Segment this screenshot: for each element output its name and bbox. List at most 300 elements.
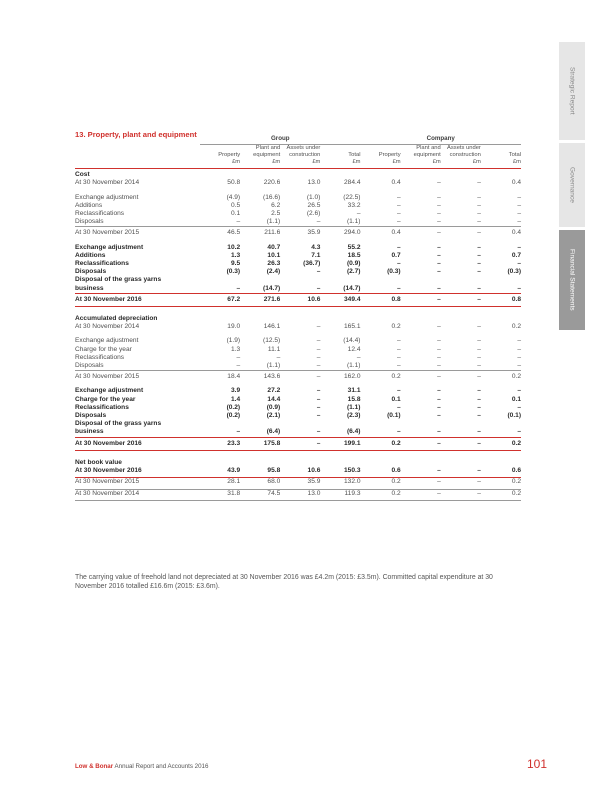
cell-value: – — [437, 201, 441, 209]
cell-value: – — [477, 251, 481, 259]
cell-value: 0.2 — [361, 489, 401, 500]
cell-value: – — [316, 353, 321, 361]
cell-value: – — [477, 193, 481, 201]
cell-value: 50.8 — [227, 179, 241, 187]
cell-value: 0.8 — [361, 293, 401, 306]
cell-value: (36.7) — [303, 260, 321, 268]
cell-value — [361, 169, 401, 180]
cell-value: 0.1 — [230, 210, 241, 218]
cell-value — [200, 313, 240, 323]
cell-value: – — [396, 284, 401, 292]
cell-value: – — [441, 467, 481, 478]
cell-value: 33.2 — [347, 201, 361, 209]
cell-value: – — [396, 218, 401, 226]
row-label: Charge for the year — [75, 345, 132, 353]
cell-value: 0.2 — [481, 371, 521, 382]
cell-value: (6.4) — [346, 428, 361, 436]
footer — [75, 763, 208, 770]
column-header — [361, 145, 401, 160]
column-header-line — [361, 145, 401, 152]
cell-value: 14.4 — [267, 395, 281, 403]
cell-value: – — [437, 403, 441, 411]
cell-value: 349.4 — [320, 293, 360, 306]
table-row — [75, 227, 521, 238]
cell-value: – — [517, 337, 522, 345]
cell-value: 143.6 — [240, 371, 280, 382]
cell-value: (14.7) — [263, 284, 281, 292]
table-row — [75, 346, 521, 354]
cell-value: (2.4) — [266, 268, 281, 276]
cell-value: (0.9) — [346, 260, 361, 268]
cell-value: 0.2 — [361, 371, 401, 382]
cell-value: – — [437, 387, 441, 395]
column-header-line — [200, 145, 240, 152]
table-row — [75, 371, 521, 382]
cell-value: (0.3) — [387, 268, 401, 276]
cell-value: – — [396, 193, 401, 201]
cell-value: – — [236, 362, 241, 370]
cell-value: – — [437, 412, 441, 420]
cell-value: (0.9) — [266, 403, 281, 411]
cell-value — [441, 420, 481, 428]
cell-value — [240, 420, 280, 428]
cell-value: – — [477, 284, 481, 292]
cell-value — [401, 169, 441, 180]
cell-value: 7.1 — [311, 251, 321, 259]
column-header-line: Property — [218, 152, 241, 159]
cell-value: – — [396, 243, 401, 251]
cell-value: – — [280, 437, 320, 450]
column-header-line: Plant and — [416, 145, 441, 152]
cell-value: – — [401, 467, 441, 478]
column-header-line: Assets under — [286, 145, 321, 152]
cell-value: – — [356, 353, 361, 361]
cell-value: – — [401, 437, 441, 450]
row-label: Exchange adjustment — [75, 193, 139, 201]
cell-value: 0.2 — [361, 437, 401, 450]
cell-value: 28.1 — [200, 478, 240, 489]
cell-value — [361, 313, 401, 323]
cell-value: – — [236, 353, 241, 361]
column-header-line: Total — [348, 152, 361, 159]
cell-value: – — [477, 260, 481, 268]
cell-value: – — [437, 284, 441, 292]
cell-value: 0.4 — [481, 227, 521, 238]
cell-value: 43.9 — [200, 467, 240, 478]
cell-value: 55.2 — [347, 243, 361, 251]
cell-value: – — [236, 218, 241, 226]
column-header-line: Total — [508, 152, 522, 159]
cell-value — [200, 420, 240, 428]
row-label: At 30 November 2015 — [75, 371, 200, 382]
cell-value — [441, 169, 481, 180]
cell-value: – — [477, 353, 481, 361]
cell-value: – — [401, 293, 441, 306]
column-unit: £m — [401, 159, 441, 169]
cell-value: – — [276, 353, 281, 361]
cell-value: – — [517, 201, 522, 209]
cell-value: 40.7 — [267, 243, 281, 251]
cell-value: (0.2) — [226, 412, 241, 420]
cell-value: (16.6) — [263, 193, 281, 201]
column-header-row — [75, 145, 521, 160]
table-row — [75, 285, 521, 294]
row-label: At 30 November 2014 — [75, 323, 140, 331]
cell-value: – — [437, 193, 441, 201]
table-row — [75, 252, 521, 260]
table-row — [75, 489, 521, 500]
cell-value: – — [437, 353, 441, 361]
cell-value: 31.1 — [347, 387, 361, 395]
cell-value: 0.7 — [511, 251, 522, 259]
cell-value: 0.7 — [391, 251, 401, 259]
cell-value: – — [477, 218, 481, 226]
row-label: At 30 November 2016 — [75, 437, 200, 450]
cell-value: 46.5 — [200, 227, 240, 238]
row-label: Net book value — [75, 458, 122, 466]
cell-value: 3.9 — [230, 387, 241, 395]
cell-value: – — [441, 293, 481, 306]
cell-value — [401, 457, 441, 467]
footer-text: Annual Report and Accounts 2016 — [113, 763, 209, 770]
cell-value: 0.2 — [361, 478, 401, 489]
column-unit: £m — [320, 159, 360, 169]
cell-value: – — [236, 428, 241, 436]
table-body — [75, 169, 521, 501]
column-header — [401, 145, 441, 160]
cell-value: 26.5 — [307, 201, 321, 209]
cell-value: – — [517, 210, 522, 218]
cell-value: (0.3) — [226, 268, 241, 276]
cell-value — [240, 457, 280, 467]
side-tab-label: Governance — [568, 167, 576, 203]
cell-value: (2.3) — [346, 412, 361, 420]
column-header — [320, 145, 360, 160]
cell-value: – — [401, 489, 441, 500]
cell-value: (0.1) — [387, 412, 401, 420]
cell-value: – — [437, 428, 441, 436]
cell-value: – — [316, 412, 321, 420]
table-row — [75, 313, 521, 323]
table-row — [75, 169, 521, 180]
row-label: Reclassifications — [75, 210, 125, 218]
table-row — [75, 210, 521, 218]
cell-value: – — [396, 428, 401, 436]
row-label: Accumulated depreciation — [75, 315, 158, 323]
cell-value: – — [396, 403, 401, 411]
cell-value: – — [477, 362, 481, 370]
row-label: Additions — [75, 201, 103, 209]
row-label: Reclassifications — [75, 353, 125, 361]
side-tab-financial-statements[interactable] — [559, 230, 585, 330]
cell-value: – — [316, 395, 321, 403]
cell-value: 2.5 — [271, 210, 281, 218]
cell-value: 284.4 — [343, 179, 361, 187]
cell-value: (1.1) — [266, 362, 281, 370]
cell-value: – — [477, 428, 481, 436]
cell-value: – — [437, 251, 441, 259]
cell-value: 67.2 — [200, 293, 240, 306]
cell-value: – — [441, 371, 481, 382]
cell-value: – — [396, 337, 401, 345]
cell-value: (1.1) — [346, 403, 361, 411]
table-row — [75, 244, 521, 252]
cell-value — [361, 457, 401, 467]
cell-value: 0.6 — [481, 467, 521, 478]
cell-value — [280, 457, 320, 467]
cell-value — [280, 276, 320, 284]
cell-value: – — [517, 193, 522, 201]
table-row — [75, 396, 521, 404]
table-row — [75, 337, 521, 345]
cell-value: 4.3 — [311, 243, 321, 251]
cell-value: – — [236, 284, 241, 292]
row-label: At 30 November 2015 — [75, 227, 200, 238]
cell-value — [481, 420, 521, 428]
cell-value — [280, 313, 320, 323]
row-label: At 30 November 2014 — [75, 489, 200, 500]
table-row — [75, 420, 521, 428]
group-header-group: Group — [200, 135, 361, 145]
side-tab-label: Strategic Report — [568, 67, 576, 115]
column-header — [200, 145, 240, 160]
group-header-row — [75, 135, 521, 145]
cell-value: 0.2 — [511, 323, 522, 331]
cell-value: – — [517, 218, 522, 226]
cell-value: (2.7) — [346, 268, 361, 276]
cell-value: 0.1 — [511, 395, 522, 403]
cell-value: – — [517, 387, 522, 395]
table-row — [75, 260, 521, 268]
cell-value: 6.2 — [271, 201, 281, 209]
cell-value: (1.0) — [306, 193, 321, 201]
cell-value: (4.9) — [226, 193, 241, 201]
cell-value — [441, 313, 481, 323]
cell-value: – — [401, 227, 441, 238]
column-header — [481, 145, 521, 160]
cell-value: (2.1) — [266, 412, 281, 420]
cell-value: – — [437, 395, 441, 403]
cell-value: – — [316, 428, 321, 436]
row-label: Additions — [75, 251, 106, 259]
cell-value: (1.1) — [346, 362, 361, 370]
side-navigation — [559, 42, 585, 333]
cell-value: – — [316, 362, 321, 370]
cell-value: 165.1 — [343, 323, 361, 331]
cell-value: (0.1) — [507, 412, 522, 420]
row-label: Exchange adjustment — [75, 387, 144, 395]
cell-value: 119.3 — [320, 489, 360, 500]
cell-value: 10.6 — [280, 467, 320, 478]
cell-value: – — [437, 210, 441, 218]
column-unit: £m — [200, 159, 240, 169]
cell-value: (2.6) — [306, 210, 321, 218]
column-header-line: construction — [449, 152, 481, 159]
row-label: Disposals — [75, 362, 104, 370]
cell-value: – — [517, 243, 522, 251]
cell-value: 1.4 — [230, 395, 241, 403]
cell-value: – — [437, 337, 441, 345]
cell-value: 294.0 — [320, 227, 360, 238]
cell-value: 132.0 — [320, 478, 360, 489]
cell-value: – — [316, 284, 321, 292]
cell-value: (1.1) — [266, 218, 281, 226]
cell-value: 175.8 — [240, 437, 280, 450]
cell-value — [240, 276, 280, 284]
cell-value — [320, 313, 360, 323]
cell-value: 1.3 — [230, 251, 241, 259]
page-number: 101 — [527, 757, 548, 771]
ppe-table — [75, 135, 521, 501]
column-unit: £m — [280, 159, 320, 169]
cell-value: – — [316, 268, 321, 276]
cell-value: 26.3 — [267, 260, 281, 268]
cell-value: 199.1 — [320, 437, 360, 450]
cell-value: – — [316, 218, 321, 226]
cell-value: 23.3 — [200, 437, 240, 450]
cell-value: – — [437, 345, 441, 353]
row-label: Disposals — [75, 412, 107, 420]
cell-value — [320, 457, 360, 467]
column-header-line — [320, 145, 360, 152]
table-row — [75, 323, 521, 331]
cell-value: 10.1 — [267, 251, 281, 259]
cell-value — [200, 169, 240, 180]
table-row — [75, 268, 521, 276]
cell-value: – — [477, 395, 481, 403]
row-label: At 30 November 2016 — [75, 467, 200, 478]
cell-value: 12.4 — [347, 345, 361, 353]
cell-value: 19.0 — [227, 323, 241, 331]
cell-value — [200, 457, 240, 467]
cell-value: 35.9 — [280, 478, 320, 489]
table-row — [75, 412, 521, 420]
cell-value: – — [477, 268, 481, 276]
column-header-line: construction — [289, 152, 321, 159]
cell-value: – — [477, 403, 481, 411]
cell-value — [401, 313, 441, 323]
cell-value: 68.0 — [240, 478, 280, 489]
cell-value: (14.4) — [343, 337, 361, 345]
cell-value: 0.8 — [481, 293, 521, 306]
cell-value: – — [477, 243, 481, 251]
table-row — [75, 387, 521, 395]
cell-value — [361, 420, 401, 428]
cell-value: – — [316, 323, 321, 331]
row-label: Reclassifications — [75, 403, 129, 411]
cell-value: – — [477, 387, 481, 395]
cell-value: 31.8 — [200, 489, 240, 500]
cell-value: – — [437, 260, 441, 268]
cell-value: 0.4 — [511, 179, 522, 187]
side-tab-strategic-report[interactable] — [559, 42, 585, 140]
table-row — [75, 428, 521, 437]
cell-value: 18.5 — [347, 251, 361, 259]
cell-value: – — [437, 218, 441, 226]
cell-value: (22.5) — [343, 193, 361, 201]
cell-value: 0.4 — [391, 179, 401, 187]
row-label: Disposal of the grass yarns — [75, 276, 162, 284]
cell-value: – — [396, 353, 401, 361]
cell-value: – — [401, 478, 441, 489]
table-row — [75, 179, 521, 187]
column-header-line — [481, 145, 521, 152]
cell-value: 1.3 — [230, 345, 241, 353]
row-label: Reclassifications — [75, 260, 129, 268]
cell-value: (14.7) — [343, 284, 361, 292]
cell-value: – — [517, 362, 522, 370]
cell-value: – — [517, 345, 522, 353]
cell-value: – — [396, 260, 401, 268]
cell-value — [401, 420, 441, 428]
column-header-line: Assets under — [447, 145, 481, 152]
table-row — [75, 478, 521, 489]
table-row — [75, 194, 521, 202]
cell-value: – — [517, 284, 522, 292]
cell-value: – — [316, 345, 321, 353]
cell-value: 15.8 — [347, 395, 361, 403]
cell-value: – — [517, 260, 522, 268]
cell-value: – — [477, 345, 481, 353]
footnote: The carrying value of freehold land not depreciated at 30 November 2016 was £4.2m (2015: £3.5m). Committed capital expenditure at 30 November 2016 totalled £16.6m (2015: £3.6m). — [75, 574, 493, 591]
cell-value: 13.0 — [280, 489, 320, 500]
column-header — [280, 145, 320, 160]
row-label: Charge for the year — [75, 395, 136, 403]
cell-value: – — [316, 337, 321, 345]
row-label: business — [75, 428, 104, 436]
cell-value: – — [517, 428, 522, 436]
column-header-line: Property — [378, 152, 401, 159]
cell-value: 0.2 — [481, 489, 521, 500]
cell-value: 35.9 — [280, 227, 320, 238]
cell-value — [320, 420, 360, 428]
cell-value: – — [441, 489, 481, 500]
table-row — [75, 437, 521, 450]
column-unit: £m — [361, 159, 401, 169]
cell-value: – — [396, 362, 401, 370]
cell-value: (0.3) — [507, 268, 522, 276]
cell-value: 0.2 — [481, 437, 521, 450]
cell-value: 211.6 — [240, 227, 280, 238]
side-tab-governance[interactable] — [559, 143, 585, 227]
column-header-line: equipment — [413, 152, 441, 159]
cell-value: – — [396, 210, 401, 218]
cell-value: 10.2 — [227, 243, 241, 251]
cell-value — [401, 276, 441, 284]
group-header-company: Company — [361, 135, 522, 145]
column-unit: £m — [240, 159, 280, 169]
cell-value: 13.0 — [307, 179, 321, 187]
cell-value: – — [316, 403, 321, 411]
row-label: At 30 November 2014 — [75, 179, 140, 187]
cell-value: 95.8 — [240, 467, 280, 478]
cell-value — [481, 169, 521, 180]
footer-brand: Low & Bonar — [75, 763, 114, 770]
cell-value: 0.6 — [361, 467, 401, 478]
cell-value: – — [477, 323, 481, 331]
cell-value — [481, 313, 521, 323]
cell-value: – — [396, 201, 401, 209]
cell-value: 74.5 — [240, 489, 280, 500]
column-unit: £m — [481, 159, 521, 169]
cell-value: (12.5) — [263, 337, 281, 345]
cell-value: – — [280, 371, 320, 382]
table-row — [75, 218, 521, 227]
cell-value — [441, 457, 481, 467]
cell-value — [441, 276, 481, 284]
cell-value: – — [437, 243, 441, 251]
row-label: Exchange adjustment — [75, 337, 139, 345]
